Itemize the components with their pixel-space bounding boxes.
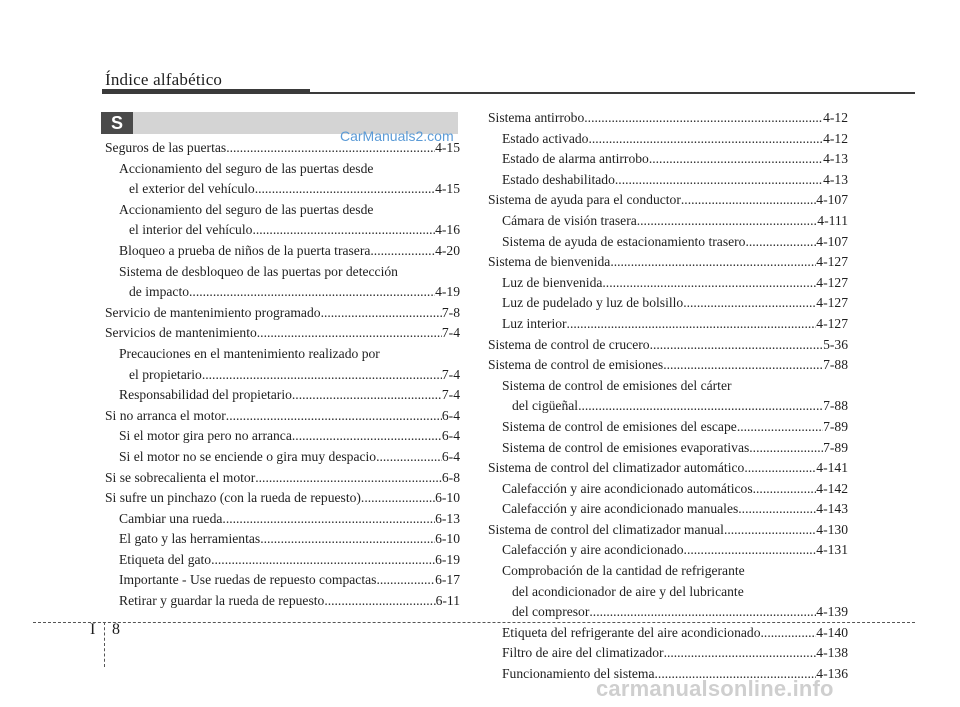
index-entry-page: 6-10 (435, 531, 460, 547)
index-entry-leader-dots (211, 552, 435, 568)
index-entry (105, 552, 460, 573)
index-entry-text: Estado de alarma antirrobo (502, 151, 649, 167)
header-rule-thick (102, 89, 310, 94)
index-entry-page: 4-15 (435, 140, 460, 155)
index-entry-page: 7-88 (823, 357, 848, 373)
index-entry (488, 192, 848, 213)
index-entry-leader-dots (189, 284, 435, 300)
index-entry (488, 295, 848, 316)
index-entry-text: Sistema de control de emisiones (488, 357, 664, 373)
index-entry-page: 6-4 (441, 407, 460, 423)
index-entry (488, 337, 848, 358)
index-entry (488, 440, 848, 461)
index-entry-text: Calefacción y aire acondicionado automáticos (502, 480, 753, 496)
index-entry-leader-dots (724, 522, 816, 538)
index-entry (105, 325, 460, 346)
index-entry-text: Luz de pudelado y luz de bolsillo (502, 295, 684, 311)
index-entry-text: Funcionamiento del sistema (502, 666, 655, 682)
index-entry-leader-dots (637, 213, 818, 229)
index-entry (105, 367, 460, 388)
index-entry-text: Sistema de ayuda para el conductor (488, 192, 681, 208)
page-header-title: Índice alfabético (105, 70, 223, 89)
index-entry-page: 4-107 (816, 233, 848, 249)
index-entry-text: Servicio de mantenimiento programado (105, 304, 321, 320)
index-entry-page: 5-36 (823, 336, 848, 352)
index-entry (105, 572, 460, 593)
index-entry (105, 449, 460, 470)
index-entry-page: 4-136 (816, 666, 848, 682)
index-entry-leader-dots (610, 254, 816, 270)
index-entry-text: Si se sobrecalienta el motor (105, 469, 256, 485)
index-entry-leader-dots (684, 542, 817, 558)
index-entry-page: 4-127 (816, 274, 848, 290)
index-entry-page: 4-13 (823, 171, 848, 187)
index-entry (105, 593, 460, 614)
index-entry-text: Sistema de bienvenida (488, 254, 611, 270)
index-entry-text: Si el motor no se enciende o gira muy despacio (119, 448, 377, 464)
index-entry-page: 4-13 (823, 151, 848, 167)
index-entry-leader-dots (650, 337, 824, 353)
index-entry-text: el interior del vehículo (129, 222, 253, 238)
index-entry-leader-dots (588, 131, 823, 147)
index-entry-leader-dots (292, 428, 442, 444)
index-entry (105, 284, 460, 305)
index-entry-text: Bloqueo a prueba de niños de la puerta trasera (119, 242, 371, 258)
index-entry (105, 222, 460, 243)
index-entry-text: Etiqueta del refrigerante del aire acondicionado (502, 624, 761, 640)
index-entry (105, 511, 460, 532)
index-entry (105, 428, 460, 449)
index-entry (488, 151, 848, 172)
index-entry-leader-dots (683, 295, 816, 311)
index-entry-page: 7-8 (441, 304, 460, 320)
index-entry-text: Retirar y guardar la rueda de repuesto (119, 593, 325, 609)
index-entry-text: El gato y las herramientas (119, 531, 261, 547)
index-entry-leader-dots (324, 593, 435, 609)
index-entry-page: 7-4 (441, 387, 460, 403)
index-entry-page: 4-111 (817, 212, 848, 228)
index-entry-leader-dots (602, 275, 816, 291)
index-entry (488, 234, 848, 255)
index-entry-leader-dots (222, 511, 435, 527)
index-entry-leader-dots (260, 531, 435, 547)
index-entry-text: Sistema de control de crucero (488, 336, 650, 352)
index-entry-leader-dots (376, 572, 435, 588)
index-entry-leader-dots (615, 172, 823, 188)
index-entry-leader-dots (321, 305, 442, 321)
index-entry-leader-dots (749, 440, 823, 456)
index-entry (488, 501, 848, 522)
index-entry-text: Luz interior (502, 315, 567, 331)
index-entry-page: 6-19 (435, 551, 460, 567)
index-entry-page: 7-4 (441, 366, 460, 382)
index-entry-page: 4-127 (816, 315, 848, 331)
index-entry-text: Sistema de control de emisiones del escape (502, 418, 737, 434)
index-entry-text: el propietario (129, 366, 202, 382)
index-entry-leader-dots (202, 367, 442, 383)
index-entry (488, 357, 848, 378)
index-entry-text: Precauciones en el mantenimiento realizado por (119, 345, 380, 361)
index-entry-page: 6-17 (435, 572, 460, 588)
index-entry-text: del compresor (512, 604, 590, 620)
index-entry-page: 4-12 (823, 110, 848, 125)
index-entry-page: 4-20 (435, 242, 460, 258)
index-entry-text: Cámara de visión trasera (502, 212, 637, 228)
index-entry-text: Si no arranca el motor (105, 407, 226, 423)
index-entry (488, 481, 848, 502)
index-entry (105, 264, 460, 285)
index-column-left (105, 140, 460, 614)
index-entry-text: Sistema de control de emisiones evaporativas (502, 439, 750, 455)
footer-section-label: I (90, 621, 96, 638)
index-entry-page: 4-139 (816, 604, 848, 620)
index-entry-leader-dots (226, 408, 442, 424)
index-entry-text: Sistema antirrobo (488, 110, 585, 125)
index-entry-text: Estado deshabilitado (502, 171, 615, 187)
index-entry-page: 4-130 (816, 521, 848, 537)
index-entry (488, 254, 848, 275)
index-entry-page: 4-16 (435, 222, 460, 238)
index-entry (488, 172, 848, 193)
index-entry-page: 6-8 (441, 469, 460, 485)
index-entry-page: 4-142 (816, 480, 848, 496)
index-entry-leader-dots (292, 387, 442, 403)
index-entry (488, 542, 848, 563)
index-entry (488, 645, 848, 666)
index-entry-page: 7-89 (823, 418, 848, 434)
index-entry-text: Cambiar una rueda (119, 510, 223, 526)
index-column-right (488, 110, 848, 687)
index-entry-leader-dots (567, 316, 817, 332)
index-entry-text: Sistema de control del climatizador manual (488, 521, 724, 537)
index-entry-page: 4-12 (823, 130, 848, 146)
watermark-top: CarManuals2.com (340, 128, 454, 144)
index-entry-text: de impacto (129, 284, 190, 300)
index-entry-page: 4-19 (435, 284, 460, 300)
index-entry-leader-dots (664, 645, 817, 661)
index-entry-text: Luz de bienvenida (502, 274, 603, 290)
header-rule-thin (310, 92, 915, 94)
index-entry-leader-dots (376, 449, 442, 465)
index-entry (488, 378, 848, 399)
index-entry (488, 584, 848, 605)
index-entry (488, 625, 848, 646)
index-entry-leader-dots (584, 110, 823, 126)
index-entry (105, 470, 460, 491)
index-entry-leader-dots (753, 481, 817, 497)
index-entry-page: 4-140 (816, 624, 848, 640)
index-entry-page: 6-11 (435, 593, 460, 609)
index-entry-page: 4-127 (816, 254, 848, 270)
index-entry-text: Sistema de control de emisiones del cárter (502, 377, 732, 393)
index-entry-leader-dots (649, 151, 823, 167)
index-entry (488, 316, 848, 337)
index-entry-text: Sistema de desbloqueo de las puertas por detección (119, 263, 398, 279)
index-entry (105, 490, 460, 511)
index-entry-text: Importante - Use ruedas de repuesto compactas (119, 572, 377, 588)
index-entry-page: 6-4 (441, 448, 460, 464)
index-entry-text: del cigüeñal (512, 398, 579, 414)
index-entry (105, 181, 460, 202)
index-entry-leader-dots (737, 419, 823, 435)
index-entry (488, 131, 848, 152)
index-entry (488, 563, 848, 584)
index-entry (105, 305, 460, 326)
index-entry (488, 460, 848, 481)
footer-dashed-rule (33, 622, 915, 623)
index-entry-page: 4-15 (435, 181, 460, 197)
index-entry-leader-dots (589, 604, 816, 620)
footer-dashed-divider (104, 622, 105, 667)
index-entry (105, 387, 460, 408)
index-entry (105, 346, 460, 367)
index-entry-leader-dots (361, 490, 435, 506)
index-entry-text: Servicios de mantenimiento (105, 325, 257, 341)
index-entry-page: 7-4 (441, 325, 460, 341)
index-entry-leader-dots (252, 222, 435, 238)
index-entry-page: 4-141 (816, 460, 848, 476)
index-entry-page: 4-107 (816, 192, 848, 208)
index-entry-leader-dots (663, 357, 823, 373)
index-entry-text: Estado activado (502, 130, 589, 146)
index-entry-leader-dots (578, 398, 823, 414)
index-entry-text: Si sufre un pinchazo (con la rueda de repuesto) (105, 490, 361, 506)
index-entry-text: Calefacción y aire acondicionado (502, 542, 684, 558)
index-entry-text: Accionamiento del seguro de las puertas desde (119, 201, 374, 217)
index-entry-page: 4-143 (816, 501, 848, 517)
index-entry-leader-dots (761, 625, 817, 641)
index-entry-leader-dots (226, 140, 435, 156)
index-entry-text: Filtro de aire del climatizador (502, 645, 664, 661)
index-entry-page: 7-88 (823, 398, 848, 414)
index-entry-text: Sistema de control del climatizador automático (488, 460, 745, 476)
index-entry-text: el exterior del vehículo (129, 181, 255, 197)
index-entry-page: 6-4 (441, 428, 460, 444)
index-entry-leader-dots (255, 181, 435, 197)
watermark-bottom: carmanualsonline.info (596, 676, 834, 701)
index-entry-page: 6-10 (435, 490, 460, 506)
index-entry-leader-dots (745, 234, 816, 250)
index-entry (488, 110, 848, 131)
index-entry-leader-dots (257, 325, 442, 341)
index-entry (105, 243, 460, 264)
index-entry (105, 161, 460, 182)
index-entry-text: Responsabilidad del propietario (119, 387, 292, 403)
index-entry-text: Calefacción y aire acondicionado manuales (502, 501, 739, 517)
index-entry (488, 213, 848, 234)
index-entry-text: del acondicionador de aire y del lubricante (512, 583, 744, 599)
index-entry (488, 522, 848, 543)
index-entry-text: Seguros de las puertas (105, 140, 227, 155)
index-entry-page: 4-138 (816, 645, 848, 661)
index-entry-leader-dots (681, 192, 816, 208)
index-entry (105, 140, 460, 161)
index-entry-text: Sistema de ayuda de estacionamiento trasero (502, 233, 746, 249)
index-entry-leader-dots (370, 243, 435, 259)
index-entry-text: Si el motor gira pero no arranca (119, 428, 292, 444)
footer-page-number: 8 (112, 621, 120, 638)
index-entry (488, 398, 848, 419)
index-entry-leader-dots (738, 501, 816, 517)
index-entry-text: Etiqueta del gato (119, 551, 212, 567)
index-entry-text: Comprobación de la cantidad de refrigerante (502, 563, 745, 579)
index-entry (488, 275, 848, 296)
section-letter-badge: S (101, 112, 133, 134)
index-entry (488, 419, 848, 440)
index-entry (105, 531, 460, 552)
index-entry-text: Accionamiento del seguro de las puertas desde (119, 160, 374, 176)
index-entry-page: 4-127 (816, 295, 848, 311)
index-entry-leader-dots (744, 460, 816, 476)
index-entry-page: 4-131 (816, 542, 848, 558)
index-entry-page: 6-13 (435, 510, 460, 526)
index-entry (105, 202, 460, 223)
index-entry-leader-dots (255, 470, 442, 486)
index-entry-page: 7-89 (823, 439, 848, 455)
index-entry (105, 408, 460, 429)
